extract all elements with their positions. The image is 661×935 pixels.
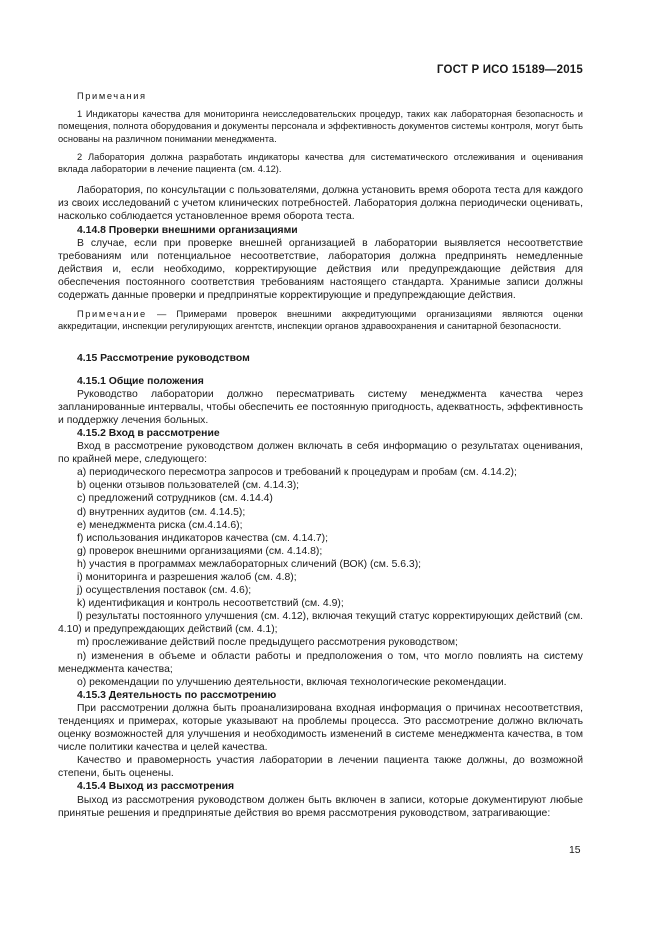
heading-4-14-8: 4.14.8 Проверки внешними организациями [77, 224, 298, 236]
list-item: a) периодического пересмотра запросов и требований к процедурам и пробам (см. 4.14.2); [77, 467, 517, 479]
heading-4-15-2: 4.15.2 Вход в рассмотрение [77, 427, 220, 439]
note-1: 1 Индикаторы качества для мониторинга неисследовательских процедур, таких как лабораторная безопасность и помещения, полнота оборудования и документы персонала и эффективность документов системы контроля, могут быть основаны на различном понимании менеджмента. [58, 109, 583, 144]
heading-4-15-1: 4.15.1 Общие положения [77, 375, 204, 387]
list-item: i) мониторинга и разрешения жалоб (см. 4.8); [77, 571, 297, 583]
heading-4-15-3: 4.15.3 Деятельность по рассмотрению [77, 689, 277, 701]
list-item: b) оценки отзывов пользователей (см. 4.14.3); [77, 480, 300, 492]
note-4-14-8 [58, 308, 583, 332]
list-item: d) внутренних аудитов (см. 4.14.5); [77, 506, 246, 518]
page-number: 15 [569, 845, 581, 856]
list-item: m) прослеживание действий после предыдущего рассмотрения руководством; [77, 637, 458, 649]
list-item: c) предложений сотрудников (см. 4.14.4) [77, 493, 273, 505]
paragraph-turnaround: Лаборатория, по консультации с пользователями, должна установить время оборота теста для каждого из своих исследований с учетом клинических потребностей. Лаборатория должна периодически оценивать, насколько соблюдается установленное время оборота теста. [58, 185, 583, 223]
list-item: e) менеджмента риска (см.4.14.6); [77, 519, 243, 531]
note-text: — Примерами проверок внешними аккредитующими организациями являются оценки аккредитации, инспекции регулирующих агентств, инспекции органов здравоохранения и санитарной безопасности. [58, 309, 583, 332]
notes-label: Примечания [77, 91, 147, 101]
paragraph-4-15-1: Руководство лаборатории должно пересматривать систему менеджмента качества через запланированные интервалы, чтобы обеспечить ее постоянную пригодность, адекватность, эффективность и поддержку лечения больных. [58, 388, 583, 426]
paragraph-4-14-8: В случае, если при проверке внешней организацией в лаборатории выявляется несоответствие требованиям или потенциальное несоответствие, лаборатория должна предпринять немедленные действия и, если необходимо, корректирующие действия или предупреждающие действия для обеспечения постоянного соответствия требованиям настоящего стандарта. Хранимые записи должны содержать данные проверки и предпринятые корректирующие и предупреждающие действия. [58, 237, 583, 301]
list-item: f) использования индикаторов качества (см. 4.14.7); [77, 532, 329, 544]
paragraph-4-15-4: Выход из рассмотрения руководством должен быть включен в записи, которые документируют любые принятые решения и предпринятые действия во время рассмотрения руководством, затрагивающие: [58, 794, 583, 819]
list-item: n) изменения в объеме и области работы и предположения о том, что могло повлиять на систему менеджмента качества; [58, 650, 583, 675]
paragraph-4-15-2-intro: Вход в рассмотрение руководством должен включать в себя информацию о результатах оценивания, по крайней мере, следующего: [58, 441, 583, 466]
list-item: o) рекомендации по улучшению деятельности, включая технологические рекомендации. [77, 676, 507, 688]
list-item: g) проверок внешними организациями (см. 4.14.8); [77, 545, 323, 557]
page-content [58, 90, 583, 820]
paragraph-4-15-3-1: При рассмотрении должна быть проанализирована входная информация о причинах несоответствия, тенденциях и примерах, которые указывают на проблемы процесса. Это рассмотрение должно включать оценку возможностей для улучшения и необходимость изменений в системе менеджмента качества, в том числе политики качества и целей качества. [58, 702, 583, 754]
heading-4-15: 4.15 Рассмотрение руководством [77, 353, 250, 365]
note-label: Примечание [77, 309, 147, 320]
list-item: k) идентификация и контроль несоответствий (см. 4.9); [77, 598, 344, 610]
heading-4-15-4: 4.15.4 Выход из рассмотрения [77, 781, 235, 793]
document-header: ГОСТ Р ИСО 15189—2015 [436, 64, 583, 76]
paragraph-4-15-3-2: Качество и правомерность участия лаборатории в лечении пациента также должны, до возможной степени, быть оценены. [58, 755, 583, 780]
list-item: h) участия в программах межлабораторных сличений (ВОК) (см. 5.6.3); [77, 558, 422, 570]
list-item: j) осуществления поставок (см. 4.6); [77, 585, 252, 597]
note-2: 2 Лаборатория должна разработать индикаторы качества для систематического отслеживания и оценивания вклада лаборатории в лечение пациента (см. 4.12). [58, 151, 583, 175]
list-item: l) результаты постоянного улучшения (см. 4.12), включая текущий статус корректирующих действий (см. 4.10) и предупреждающих действий (см. 4.1); [58, 611, 583, 636]
